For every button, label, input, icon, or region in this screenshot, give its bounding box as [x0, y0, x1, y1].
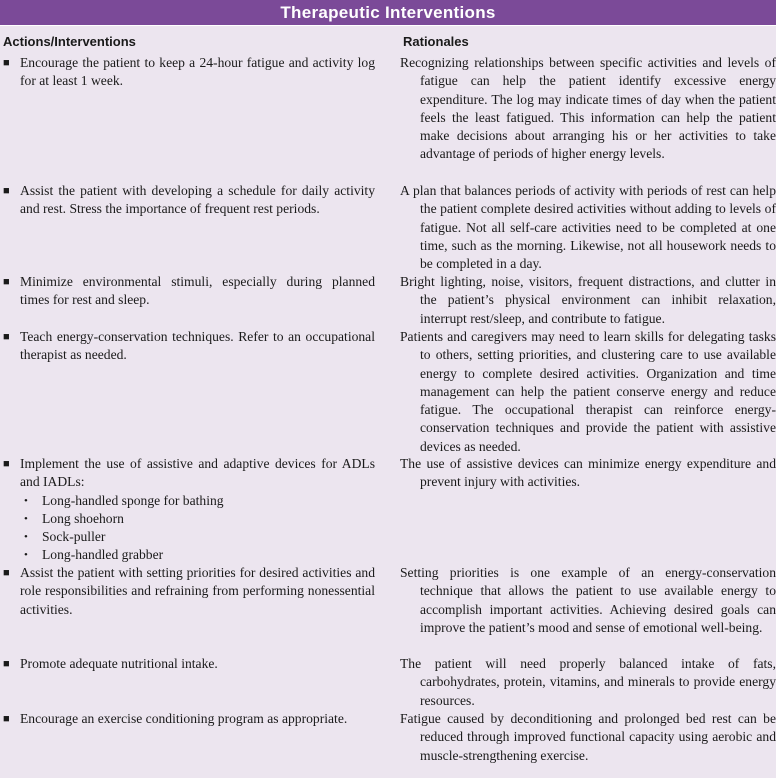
- table-row: [0, 455, 776, 565]
- square-bullet-icon: ■: [3, 567, 10, 579]
- column-headers: [0, 26, 776, 49]
- square-bullet-icon: ■: [3, 658, 10, 670]
- rationales-header: Rationales: [403, 34, 469, 49]
- action-text: Minimize environmental stimuli, especially during planned times for rest and sleep.: [20, 274, 375, 308]
- action-text: Assist the patient with developing a schedule for daily activity and rest. Stress the importance of frequent rest periods.: [20, 183, 375, 217]
- list-item: • Sock-puller: [20, 528, 375, 546]
- list-item: • Long shoehorn: [20, 510, 375, 528]
- square-bullet-icon: ■: [3, 331, 10, 343]
- table-title: Therapeutic Interventions: [280, 2, 496, 22]
- table-row: [0, 655, 776, 710]
- rationale-text: Patients and caregivers may need to learn skills for delegating tasks to others, setting priorities, and clustering care to use available energy to complete desired activities. Organization and time management can help the patient conserve energy and reduce fatigue. The occupational therapist can reinforce energy-conservation techniques and provide the patient with assistive devices as needed.: [400, 329, 776, 454]
- action-text: Promote adequate nutritional intake.: [20, 656, 218, 671]
- table-row: [0, 182, 776, 273]
- square-bullet-icon: ■: [3, 276, 10, 288]
- action-text: Encourage the patient to keep a 24-hour fatigue and activity log for at least 1 week.: [20, 55, 375, 89]
- rationale-text: A plan that balances periods of activity with periods of rest can help the patient complete desired activities without adding to levels of fatigue. Not all self-care activities need to be completed at one time, such as the morning. Likewise, not all housework needs to be completed in a day.: [400, 183, 776, 272]
- table-row: [0, 273, 776, 328]
- actions-header: Actions/Interventions: [3, 34, 136, 49]
- rationale-text: Recognizing relationships between specific activities and levels of fatigue can help the patient identify excessive energy expenditure. The log may indicate times of day when the patient feels the least fatigued. This information can help the patient make decisions about arranging his or her activities to take advantage of periods of higher energy levels.: [400, 55, 776, 162]
- table-row: [0, 54, 776, 164]
- rationale-text: Fatigue caused by deconditioning and prolonged bed rest can be reduced through improved functional capacity using aerobic and muscle-strengthening exercise.: [400, 711, 776, 763]
- square-bullet-icon: ■: [3, 185, 10, 197]
- action-text: Assist the patient with setting priorities for desired activities and role responsibilities and refraining from performing nonessential activities.: [20, 565, 375, 617]
- list-item: • Long-handled sponge for bathing: [20, 492, 375, 510]
- list-item: • Long-handled grabber: [20, 546, 375, 564]
- rationale-text: Setting priorities is one example of an energy-conservation technique that allows the patient to use available energy to accomplish important activities. Achieving desired goals can improve the patient’s mood and sense of emotional well-being.: [400, 565, 776, 635]
- rationale-text: The use of assistive devices can minimize energy expenditure and prevent injury with activities.: [400, 456, 776, 490]
- rationale-text: The patient will need properly balanced intake of fats, carbohydrates, protein, vitamins, and minerals to provide energy resources.: [400, 656, 776, 708]
- square-bullet-icon: ■: [3, 57, 10, 69]
- rationale-text: Bright lighting, noise, visitors, frequent distractions, and clutter in the patient’s physical environment can inhibit relaxation, interrupt rest/sleep, and contribute to fatigue.: [400, 274, 776, 326]
- action-text: Implement the use of assistive and adaptive devices for ADLs and IADLs:: [20, 456, 375, 490]
- square-bullet-icon: ■: [3, 713, 10, 725]
- table-row: [0, 564, 776, 637]
- square-bullet-icon: ■: [3, 458, 10, 470]
- device-list: [20, 492, 375, 565]
- action-text: Encourage an exercise conditioning program as appropriate.: [20, 711, 348, 726]
- table-row: [0, 328, 776, 456]
- table-row: [0, 710, 776, 765]
- table-title-bar: [0, 0, 776, 26]
- action-text: Teach energy-conservation techniques. Refer to an occupational therapist as needed.: [20, 329, 375, 363]
